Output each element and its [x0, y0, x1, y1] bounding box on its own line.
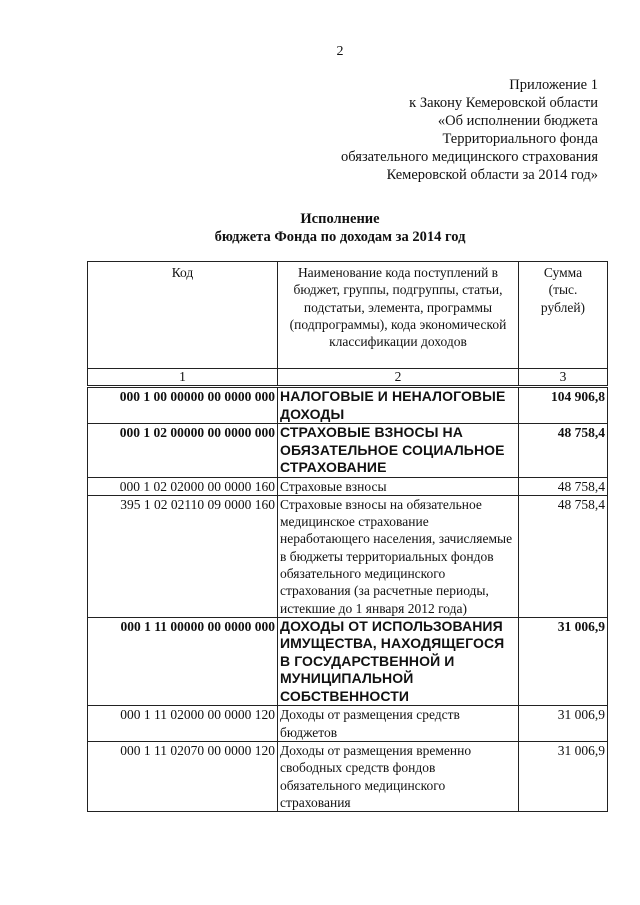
appendix-line: Приложение 1	[509, 77, 598, 93]
sum-cell: 48 758,4	[519, 495, 608, 617]
name-cell: СТРАХОВЫЕ ВЗНОСЫ НА ОБЯЗАТЕЛЬНОЕ СОЦИАЛЬНОЕ СТРАХОВАНИЕ	[278, 424, 519, 478]
table-row	[88, 495, 608, 617]
table-row	[88, 477, 608, 495]
sum-cell: 48 758,4	[519, 477, 608, 495]
appendix-line: обязательного медицинского страхования	[341, 149, 598, 165]
code-cell: 000 1 11 02070 00 0000 120	[88, 741, 278, 811]
sum-cell: 31 006,9	[519, 741, 608, 811]
column-numbers-row	[88, 369, 608, 387]
name-cell: НАЛОГОВЫЕ И НЕНАЛОГОВЫЕ ДОХОДЫ	[278, 387, 519, 424]
name-cell: Доходы от размещения средств бюджетов	[278, 706, 519, 742]
code-cell: 395 1 02 02110 09 0000 160	[88, 495, 278, 617]
table-header-row	[88, 262, 608, 369]
document-title	[0, 210, 640, 246]
code-cell: 000 1 00 00000 00 0000 000	[88, 387, 278, 424]
header-sum: Сумма (тыс. рублей)	[519, 262, 608, 369]
table-row	[88, 741, 608, 811]
budget-income-table	[87, 261, 608, 812]
sum-cell: 48 758,4	[519, 424, 608, 478]
appendix-line: к Закону Кемеровской области	[409, 95, 598, 111]
title-line-1: Исполнение	[300, 211, 380, 227]
appendix-line: Кемеровской области за 2014 год»	[386, 167, 598, 183]
name-cell: ДОХОДЫ ОТ ИСПОЛЬЗОВАНИЯ ИМУЩЕСТВА, НАХОДЯЩЕГОСЯ В ГОСУДАРСТВЕННОЙ И МУНИЦИПАЛЬНОЙ СОБСТВЕННОСТИ	[278, 617, 519, 706]
code-cell: 000 1 02 02000 00 0000 160	[88, 477, 278, 495]
name-cell: Страховые взносы на обязательное медицинское страхование неработающего населения, зачисляемые в бюджеты территориальных фондов обязательного медицинского страхования (за расчетные периоды, истекшие до 1 января 2012 года)	[278, 495, 519, 617]
table-row	[88, 706, 608, 742]
code-cell: 000 1 11 02000 00 0000 120	[88, 706, 278, 742]
appendix-line: Территориального фонда	[442, 131, 598, 147]
code-cell: 000 1 02 00000 00 0000 000	[88, 424, 278, 478]
table-row	[88, 424, 608, 478]
sum-cell: 104 906,8	[519, 387, 608, 424]
header-code: Код	[88, 262, 278, 369]
code-cell: 000 1 11 00000 00 0000 000	[88, 617, 278, 706]
header-name: Наименование кода поступлений в бюджет, группы, подгруппы, статьи, подстатьи, элемента, программы (подпрограммы), кода экономической классификации доходов	[278, 262, 519, 369]
column-number: 3	[519, 369, 608, 387]
appendix-block	[341, 76, 598, 184]
name-cell: Страховые взносы	[278, 477, 519, 495]
page-number: 2	[336, 44, 344, 59]
sum-cell: 31 006,9	[519, 617, 608, 706]
column-number: 2	[278, 369, 519, 387]
sum-cell: 31 006,9	[519, 706, 608, 742]
title-line-2: бюджета Фонда по доходам за 2014 год	[214, 229, 466, 245]
column-number: 1	[88, 369, 278, 387]
name-cell: Доходы от размещения временно свободных средств фондов обязательного медицинского страхования	[278, 741, 519, 811]
table-row	[88, 387, 608, 424]
table-row	[88, 617, 608, 706]
appendix-line: «Об исполнении бюджета	[437, 113, 598, 129]
